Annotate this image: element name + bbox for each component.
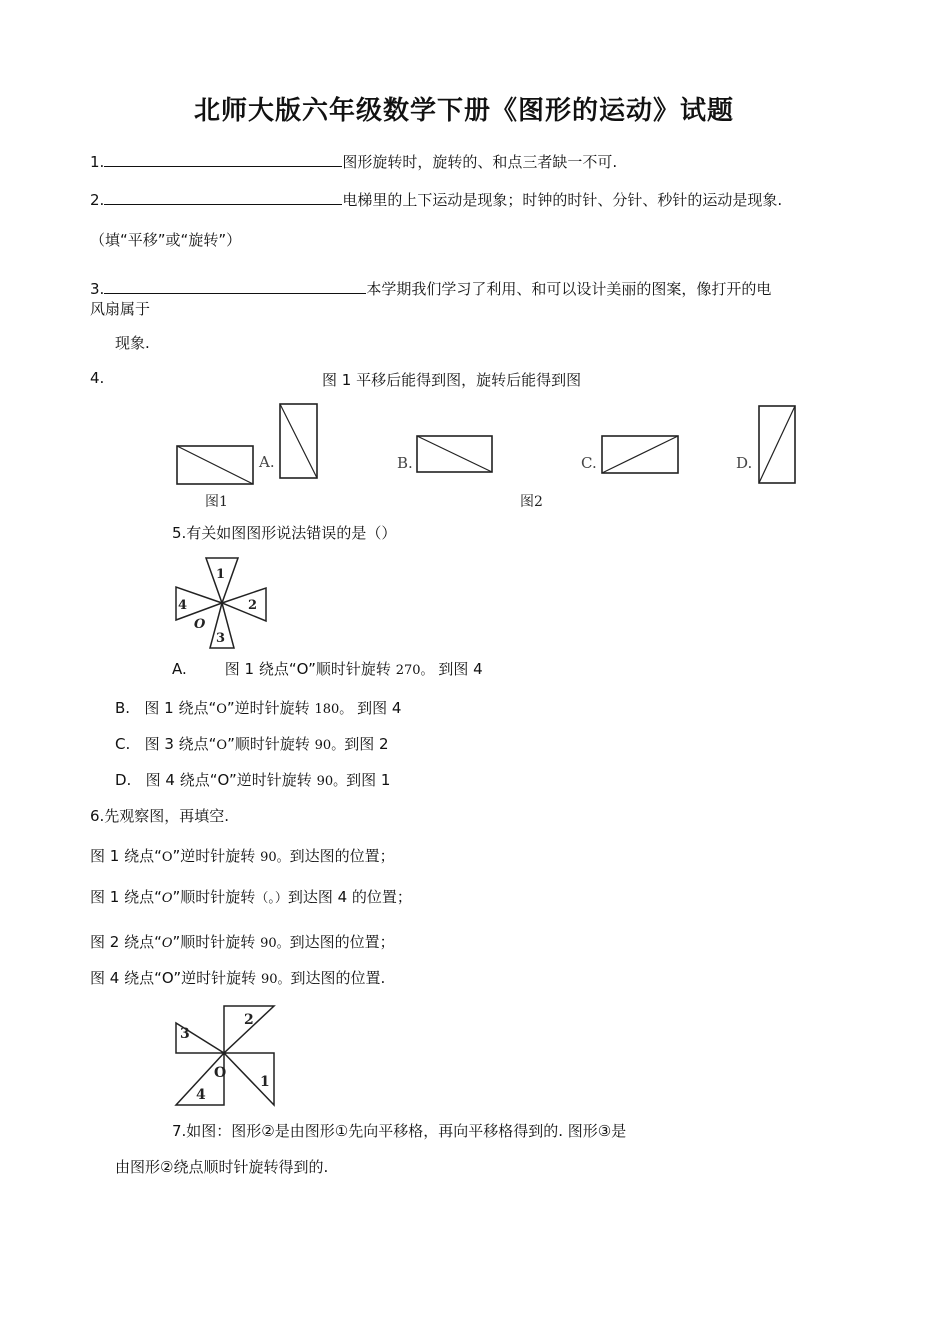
q5-label-2: 2 bbox=[248, 598, 258, 613]
q6-label-1: 1 bbox=[260, 1074, 270, 1090]
q5-option-a-label: A. bbox=[172, 660, 187, 678]
q5-label-1: 1 bbox=[216, 567, 226, 582]
q5-option-d: D. 图 4 绕点“O”逆时针旋转 90。到图 1 bbox=[115, 771, 391, 789]
question-4-text: 图 1 平移后能得到图，旋转后能得到图 bbox=[322, 371, 582, 389]
question-3-line2: 风扇属于 bbox=[90, 300, 151, 318]
question-7-line1: 7.如图：图形②是由图形①先向平移格，再向平移格得到的. 图形③是 bbox=[172, 1122, 627, 1140]
q5-label-4: 4 bbox=[178, 598, 188, 613]
pinwheel-figure-q6 bbox=[172, 1003, 278, 1109]
question-3-number: 3. bbox=[90, 280, 105, 298]
answer-blank-3[interactable] bbox=[104, 277, 366, 294]
q6-line-3: 图 2 绕点“O”顺时针旋转 90。到达图的位置； bbox=[90, 933, 395, 951]
question-4-number: 4. bbox=[90, 369, 105, 387]
question-2-note: （填“平移”或“旋转”） bbox=[90, 231, 242, 249]
question-2 bbox=[90, 188, 782, 210]
pinwheel-figure-q5 bbox=[172, 554, 274, 654]
option-a-label: A. bbox=[259, 453, 275, 471]
question-2-text: 电梯里的上下运动是现象；时钟的时针、分针、秒针的运动是现象. bbox=[342, 191, 783, 209]
question-3 bbox=[90, 277, 771, 299]
q5-option-c-label: C. bbox=[115, 735, 131, 753]
q6-label-o: O bbox=[214, 1065, 227, 1081]
option-a-diagonal bbox=[280, 404, 317, 478]
q5-shape-2 bbox=[222, 588, 266, 621]
q5-option-a-text: 图 1 绕点“O”顺时针旋转 bbox=[224, 660, 391, 678]
q5-option-a-end: 到图 4 bbox=[438, 660, 483, 678]
figure-1-diagonal bbox=[177, 446, 253, 484]
q5-option-b-label: B. bbox=[115, 699, 131, 717]
option-d-label: D. bbox=[736, 454, 753, 472]
question-1-number: 1. bbox=[90, 153, 105, 171]
q5-option-c: C. 图 3 绕点“O”顺时针旋转 90。到图 2 bbox=[115, 735, 389, 753]
q5-label-3: 3 bbox=[216, 631, 226, 646]
question-1 bbox=[90, 150, 617, 172]
question-3-line3: 现象. bbox=[115, 334, 150, 352]
q6-label-4: 4 bbox=[196, 1087, 206, 1103]
q6-line-4: 图 4 绕点“O”逆时针旋转 90。到达图的位置. bbox=[90, 969, 386, 987]
answer-blank-1[interactable] bbox=[104, 150, 342, 167]
q6-label-3: 3 bbox=[180, 1026, 190, 1042]
option-c-label: C. bbox=[581, 454, 597, 472]
q6-label-2: 2 bbox=[244, 1012, 254, 1028]
q5-option-a-degree: 270。 bbox=[395, 663, 434, 678]
question-1-text: 图形旋转时，旋转的、和点三者缺一不可. bbox=[342, 153, 618, 171]
q5-option-b: B. 图 1 绕点“O”逆时针旋转 180。 到图 4 bbox=[115, 699, 402, 717]
rectangle-figures bbox=[170, 398, 810, 516]
figure-1-label: 图1 bbox=[205, 494, 228, 510]
q5-option-a bbox=[172, 658, 483, 679]
page-title: 北师大版六年级数学下册《图形的运动》试题 bbox=[194, 96, 735, 126]
option-b-diagonal bbox=[417, 436, 492, 472]
q5-option-d-label: D. bbox=[115, 771, 132, 789]
q5-label-o: O bbox=[194, 617, 206, 632]
option-d-diagonal bbox=[759, 406, 795, 483]
question-2-number: 2. bbox=[90, 191, 105, 209]
question-3-text: 本学期我们学习了利用、和可以设计美丽的图案，像打开的电 bbox=[366, 280, 772, 298]
question-5-text: 5.有关如图图形说法错误的是（） bbox=[172, 524, 397, 542]
q6-line-2: 图 1 绕点“O”顺时针旋转（。）到达图 4 的位置； bbox=[90, 888, 412, 906]
figure-2-label: 图2 bbox=[520, 494, 543, 510]
option-c-diagonal bbox=[602, 436, 678, 473]
q6-line-1: 图 1 绕点“O”逆时针旋转 90。到达图的位置； bbox=[90, 847, 395, 865]
option-b-label: B. bbox=[397, 454, 413, 472]
question-6-header: 6.先观察图，再填空. bbox=[90, 807, 230, 825]
answer-blank-2[interactable] bbox=[104, 188, 342, 205]
question-7-line2: 由图形②绕点顺时针旋转得到的. bbox=[115, 1158, 329, 1176]
